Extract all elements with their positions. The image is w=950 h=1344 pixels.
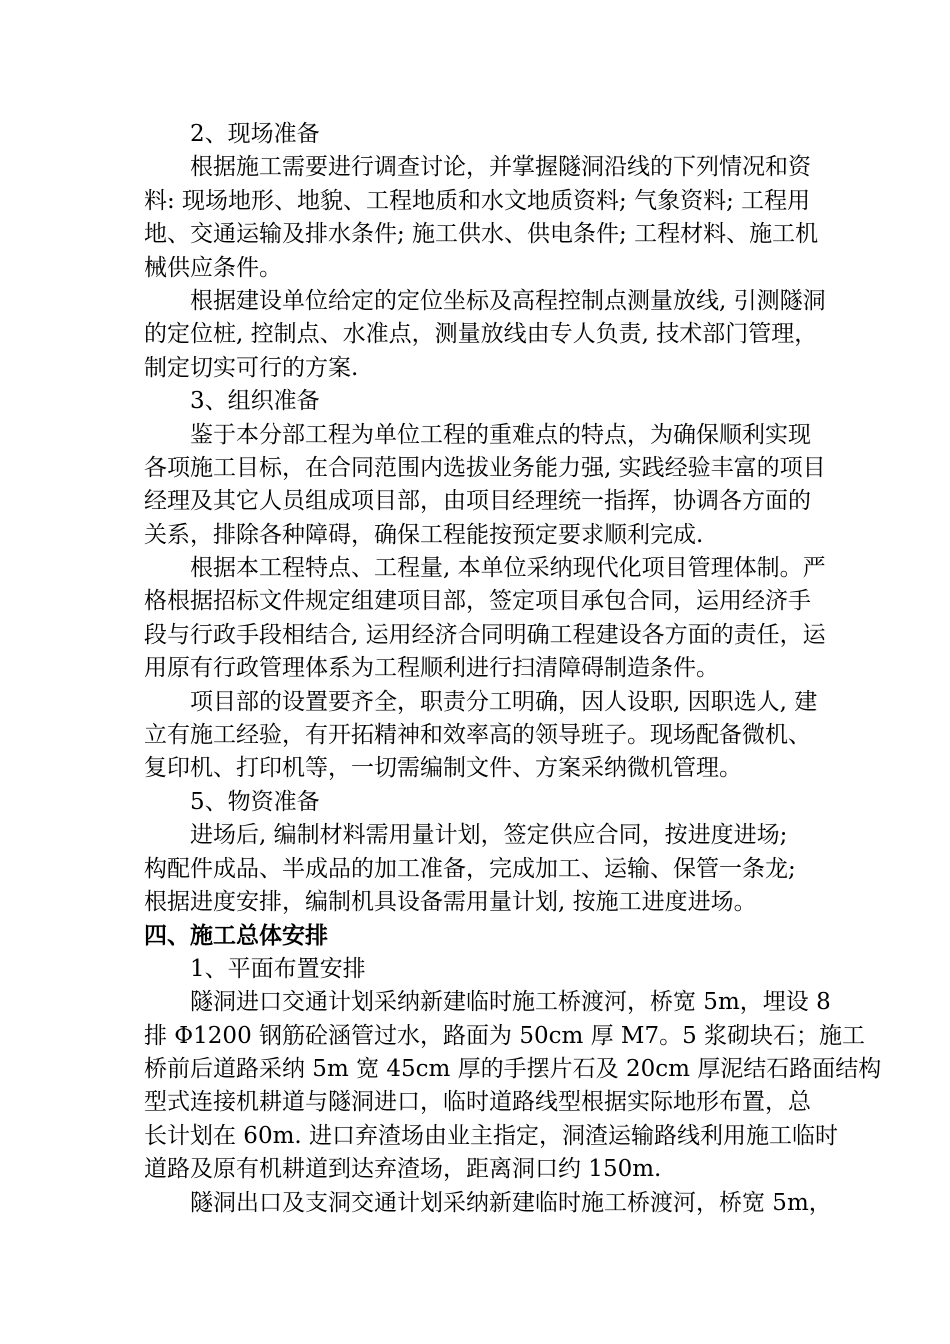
text-line: 5、物资准备 xyxy=(190,788,320,815)
text-line: 构配件成品、半成品的加工准备，完成加工、运输、保管一条龙; xyxy=(144,855,796,882)
text-line: 根据建设单位给定的定位坐标及高程控制点测量放线, 引测隧洞 xyxy=(190,287,826,314)
text-line: 型式连接机耕道与隧洞进口，临时道路线型根据实际地形布置，总 xyxy=(144,1089,811,1116)
text-line: 隧洞出口及支洞交通计划采纳新建临时施工桥渡河，桥宽 5m， xyxy=(190,1189,832,1216)
text-line: 经理及其它人员组成项目部，由项目经理统一指挥，协调各方面的 xyxy=(144,488,811,515)
text-line: 制定切实可行的方案. xyxy=(144,354,359,381)
text-line: 排 Φ1200 钢筋砼涵管过水，路面为 50cm 厚 M7。5 浆砌块石；施工 xyxy=(144,1022,866,1049)
text-line: 根据施工需要进行调查讨论，并掌握隧洞沿线的下列情况和资 xyxy=(190,154,811,181)
text-line: 地、交通运输及排水条件; 施工供水、供电条件; 工程材料、施工机 xyxy=(144,221,819,248)
text-line: 立有施工经验，有开拓精神和效率高的领导班子。现场配备微机、 xyxy=(144,722,811,749)
section-heading: 四、施工总体安排 xyxy=(144,922,328,950)
text-line: 械供应条件。 xyxy=(144,254,282,281)
text-line: 3、组织准备 xyxy=(190,388,320,415)
text-line: 料: 现场地形、地貌、工程地质和水文地质资料; 气象资料; 工程用 xyxy=(144,187,811,214)
text-line: 项目部的设置要齐全，职责分工明确，因人设职, 因职选人, 建 xyxy=(190,688,818,715)
text-line: 段与行政手段相结合, 运用经济合同明确工程建设各方面的责任，运 xyxy=(144,621,826,648)
text-line: 各项施工目标，在合同范围内选拔业务能力强, 实践经验丰富的项目 xyxy=(144,454,826,481)
text-line: 关系，排除各种障碍，确保工程能按预定要求顺利完成. xyxy=(144,521,704,548)
text-line: 鉴于本分部工程为单位工程的重难点的特点，为确保顺利实现 xyxy=(190,421,811,448)
text-line: 用原有行政管理体系为工程顺利进行扫清障碍制造条件。 xyxy=(144,655,719,682)
text-line: 根据本工程特点、工程量, 本单位采纳现代化项目管理体制。严 xyxy=(190,555,826,582)
text-line: 桥前后道路采纳 5m 宽 45cm 厚的手摆片石及 20cm 厚泥结石路面结构 xyxy=(144,1055,882,1082)
text-line: 2、现场准备 xyxy=(190,121,320,147)
text-line: 格根据招标文件规定组建项目部，签定项目承包合同，运用经济手 xyxy=(144,588,811,615)
text-line: 道路及原有机耕道到达弃渣场，距离洞口约 150m. xyxy=(144,1156,662,1183)
text-line: 复印机、打印机等，一切需编制文件、方案采纳微机管理。 xyxy=(144,755,742,782)
document-page xyxy=(144,118,882,1220)
text-line: 进场后, 编制材料需用量计划，签定供应合同，按进度进场; xyxy=(190,822,788,849)
text-line: 根据进度安排，编制机具设备需用量计划, 按施工进度进场。 xyxy=(144,888,757,915)
text-line: 1、平面布置安排 xyxy=(190,955,366,982)
text-line: 长计划在 60m. 进口弃渣场由业主指定，洞渣运输路线利用施工临时 xyxy=(144,1122,839,1149)
text-line: 隧洞进口交通计划采纳新建临时施工桥渡河，桥宽 5m，埋设 8 xyxy=(190,989,831,1016)
text-line: 的定位桩, 控制点、水准点，测量放线由专人负责, 技术部门管理， xyxy=(144,321,818,348)
